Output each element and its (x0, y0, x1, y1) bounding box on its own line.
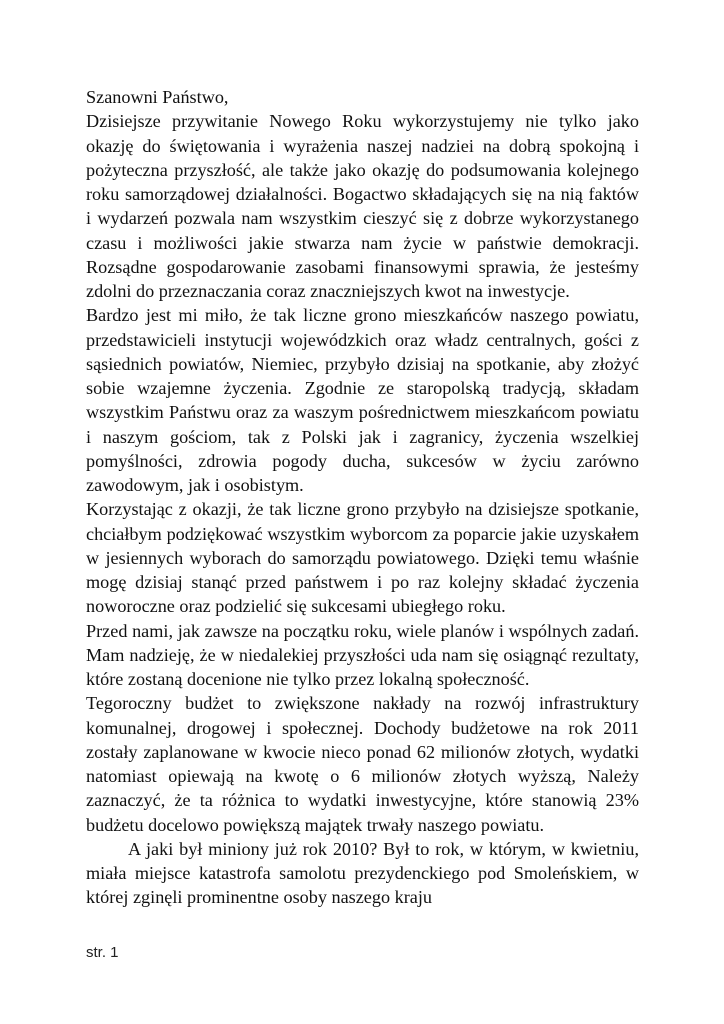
greeting-line: Szanowni Państwo, (86, 87, 229, 107)
paragraph-wishes: Bardzo jest mi miło, że tak liczne grono mieszkańców naszego powiatu, przedstawicieli instytucji wojewódzkich oraz władz centralnych, gości z sąsiednich powiatów, Niemiec, przybyło dzisiaj na spotkanie, aby złożyć sobie wzajemne życzenia. Zgodnie ze staropolską tradycją, składam wszystkim Państwu oraz za waszym pośrednictwem mieszkańcom powiatu i naszym gościom, tak z Polski jak i zagranicy, życzenia wszelkiej pomyślności, zdrowia pogody ducha, sukcesów w życiu zarówno zawodowym, jak i osobistym. (86, 305, 639, 495)
letter-body (86, 85, 639, 910)
paragraph-year-2010: A jaki był miniony już rok 2010? Był to rok, w którym, w kwietniu, miała miejsce katastrofa samolotu prezydenckiego pod Smoleńskiem, w której zginęli prominentne osoby naszego kraju (86, 838, 639, 908)
paragraph-thanks: Korzystając z okazji, że tak liczne grono przybyło na dzisiejsze spotkanie, chciałbym podziękować wszystkim wyborcom za poparcie jakie uzyskałem w jesiennych wyborach do samorządu powiatowego. Dzięki temu właśnie mogę dzisiaj stanąć przed państwem i po raz kolejny składać życzenia noworoczne oraz podzielić się sukcesami ubiegłego roku. (86, 499, 639, 617)
paragraph-budget: Tegoroczny budżet to zwiększone nakłady na rozwój infrastruktury komunalnej, drogowej i społecznej. Dochody budżetowe na rok 2011 zostały zaplanowane w kwocie nieco ponad 62 milionów złotych, wydatki natomiast opiewają na kwotę o 6 milionów złotych wyższą, Należy zaznaczyć, że ta różnica to wydatki inwestycyjne, które stanowią 23% budżetu docelowo powiększą majątek trwały naszego powiatu. (86, 693, 639, 835)
paragraph-plans: Przed nami, jak zawsze na początku roku, wiele planów i wspólnych zadań. Mam nadzieję, że w niedalekiej przyszłości uda nam się osiągnąć rezultaty, które zostaną docenione nie tylko przez lokalną społeczność. (86, 620, 639, 689)
paragraph-new-year: Dzisiejsze przywitanie Nowego Roku wykorzystujemy nie tylko jako okazję do świętowania i wyrażenia naszej nadziei na dobrą spokojną i pożyteczna przyszłość, ale także jako okazję do podsumowania kolejnego roku samorządowej działalności. Bogactwo składających się na nią faktów i wydarzeń pozwala nam wszystkim cieszyć się z dobrze wykorzystanego czasu i możliwości jakie stwarza nam życie w państwie demokracji. Rozsądne gospodarowanie zasobami finansowymi sprawia, że jesteśmy zdolni do przeznaczania coraz znaczniejszych kwot na inwestycje. (86, 111, 639, 301)
page-number: str. 1 (86, 944, 119, 961)
